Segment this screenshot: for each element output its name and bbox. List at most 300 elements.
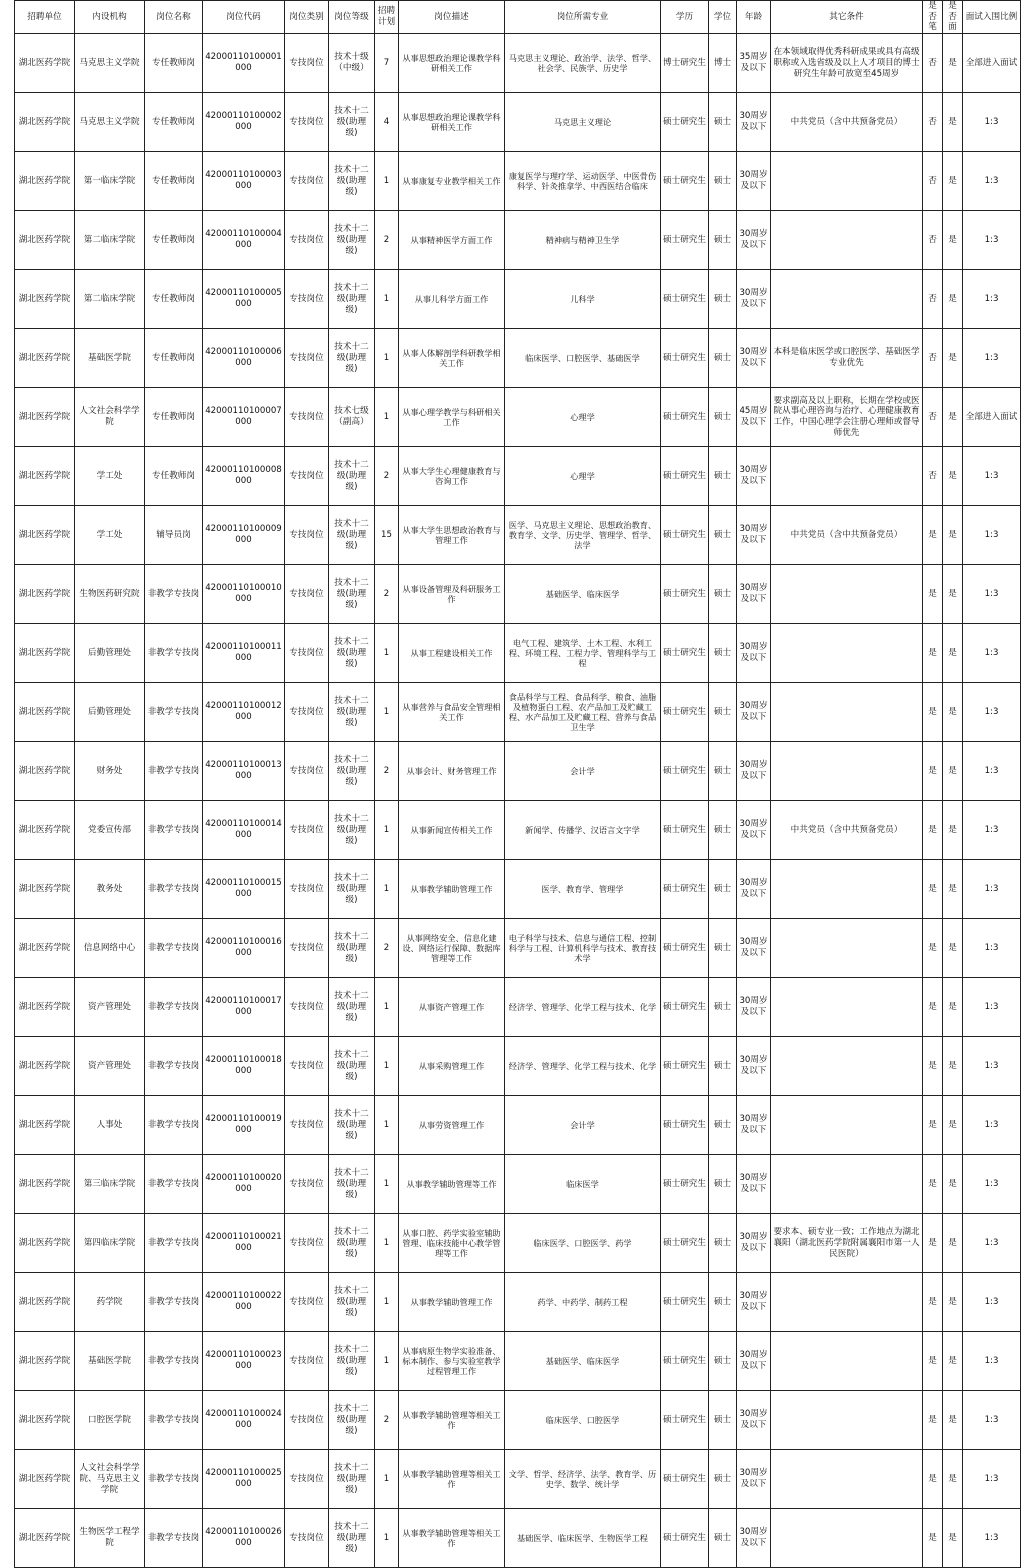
cell-code: 42000110100021000	[203, 1214, 285, 1273]
cell-post: 非教学专技岗	[145, 1450, 203, 1509]
cell-age: 30周岁及以下	[737, 1037, 771, 1096]
cell-unit: 湖北医药学院	[15, 860, 75, 919]
cell-other-conditions: 中共党员（含中共预备党员）	[771, 93, 923, 152]
table-row	[15, 93, 1021, 152]
cell-post: 非教学专技岗	[145, 742, 203, 801]
cell-major: 食品科学与工程、食品科学、粮食、油脂及植物蛋白工程、农产品加工及贮藏工程、水产品加工及贮藏工程、营养与食品卫生学	[505, 683, 661, 742]
cell-other-conditions: 中共党员（含中共预备党员）	[771, 801, 923, 860]
cell-interview: 是	[943, 93, 963, 152]
cell-age: 30周岁及以下	[737, 1096, 771, 1155]
cell-unit: 湖北医药学院	[15, 565, 75, 624]
cell-description: 从事大学生思想政治教育与管理工作	[399, 506, 505, 565]
cell-age: 30周岁及以下	[737, 211, 771, 270]
cell-interview-ratio: 1:3	[963, 565, 1021, 624]
cell-grade: 技术十二级(助理级)	[329, 211, 375, 270]
cell-age: 30周岁及以下	[737, 152, 771, 211]
cell-interview-ratio: 1:3	[963, 683, 1021, 742]
cell-post: 非教学专技岗	[145, 1332, 203, 1391]
header-major: 岗位所需专业	[505, 1, 661, 34]
cell-interview-ratio: 1:3	[963, 1391, 1021, 1450]
cell-major: 基础医学、临床医学、生物医学工程	[505, 1509, 661, 1568]
cell-interview-ratio: 1:3	[963, 1509, 1021, 1568]
cell-code: 42000110100001000	[203, 34, 285, 93]
cell-written-exam: 是	[923, 1273, 943, 1332]
cell-other-conditions: 本科是临床医学或口腔医学、基础医学专业优先	[771, 329, 923, 388]
cell-plan: 1	[375, 270, 399, 329]
table-row	[15, 1332, 1021, 1391]
cell-description: 从事营养与食品安全管理相关工作	[399, 683, 505, 742]
cell-education: 硕士研究生	[661, 211, 709, 270]
cell-other-conditions	[771, 1509, 923, 1568]
cell-interview: 是	[943, 1391, 963, 1450]
cell-major: 临床医学、口腔医学	[505, 1391, 661, 1450]
cell-other-conditions: 要求本、硕专业一致；工作地点为湖北襄阳（湖北医药学院附属襄阳市第一人民医院）	[771, 1214, 923, 1273]
cell-interview: 是	[943, 919, 963, 978]
cell-post: 非教学专技岗	[145, 1273, 203, 1332]
cell-written-exam: 是	[923, 683, 943, 742]
cell-major: 电气工程、建筑学、土木工程、水利工程、环境工程、工程力学、管理科学与工程	[505, 624, 661, 683]
cell-degree: 硕士	[709, 919, 737, 978]
cell-major: 医学、马克思主义理论、思想政治教育、教育学、文学、历史学、管理学、哲学、法学	[505, 506, 661, 565]
cell-dept: 教务处	[75, 860, 145, 919]
cell-dept: 资产管理处	[75, 1037, 145, 1096]
cell-interview: 是	[943, 506, 963, 565]
cell-grade: 技术十二级(助理级)	[329, 93, 375, 152]
cell-interview: 是	[943, 270, 963, 329]
cell-category: 专技岗位	[285, 1450, 329, 1509]
cell-unit: 湖北医药学院	[15, 624, 75, 683]
cell-interview-ratio: 1:3	[963, 1214, 1021, 1273]
cell-dept: 生物医药研究院	[75, 565, 145, 624]
cell-plan: 1	[375, 152, 399, 211]
cell-post: 专任教师岗	[145, 211, 203, 270]
cell-description: 从事儿科学方面工作	[399, 270, 505, 329]
cell-written-exam: 是	[923, 1155, 943, 1214]
cell-grade: 技术十二级(助理级)	[329, 801, 375, 860]
cell-interview-ratio: 1:3	[963, 506, 1021, 565]
cell-dept: 口腔医学院	[75, 1391, 145, 1450]
cell-post: 非教学专技岗	[145, 624, 203, 683]
cell-interview-ratio: 1:3	[963, 211, 1021, 270]
table-row	[15, 742, 1021, 801]
cell-interview: 是	[943, 1450, 963, 1509]
cell-dept: 第三临床学院	[75, 1155, 145, 1214]
cell-degree: 硕士	[709, 1273, 737, 1332]
cell-post: 专任教师岗	[145, 388, 203, 447]
cell-written-exam: 是	[923, 1450, 943, 1509]
cell-grade: 技术十二级(助理级)	[329, 506, 375, 565]
cell-degree: 硕士	[709, 93, 737, 152]
cell-unit: 湖北医药学院	[15, 801, 75, 860]
cell-grade: 技术十二级(助理级)	[329, 683, 375, 742]
cell-plan: 1	[375, 388, 399, 447]
table-row	[15, 1450, 1021, 1509]
cell-interview-ratio: 1:3	[963, 919, 1021, 978]
cell-unit: 湖北医药学院	[15, 1155, 75, 1214]
cell-age: 30周岁及以下	[737, 978, 771, 1037]
cell-post: 非教学专技岗	[145, 1155, 203, 1214]
cell-unit: 湖北医药学院	[15, 1273, 75, 1332]
cell-unit: 湖北医药学院	[15, 1037, 75, 1096]
cell-plan: 2	[375, 742, 399, 801]
cell-degree: 硕士	[709, 1214, 737, 1273]
cell-description: 从事教学辅助管理工作	[399, 860, 505, 919]
cell-post: 非教学专技岗	[145, 860, 203, 919]
cell-age: 30周岁及以下	[737, 860, 771, 919]
cell-written-exam: 否	[923, 152, 943, 211]
table-row	[15, 1391, 1021, 1450]
cell-written-exam: 否	[923, 447, 943, 506]
cell-post: 非教学专技岗	[145, 683, 203, 742]
table-row	[15, 506, 1021, 565]
cell-degree: 硕士	[709, 1509, 737, 1568]
cell-written-exam: 是	[923, 1214, 943, 1273]
cell-interview-ratio: 1:3	[963, 1096, 1021, 1155]
cell-code: 42000110100023000	[203, 1332, 285, 1391]
cell-description: 从事教学辅助管理等相关工作	[399, 1509, 505, 1568]
table-row	[15, 860, 1021, 919]
cell-grade: 技术十二级(助理级)	[329, 860, 375, 919]
cell-code: 42000110100012000	[203, 683, 285, 742]
cell-education: 硕士研究生	[661, 919, 709, 978]
cell-code: 42000110100013000	[203, 742, 285, 801]
cell-code: 42000110100011000	[203, 624, 285, 683]
header-description: 岗位描述	[399, 1, 505, 34]
cell-category: 专技岗位	[285, 329, 329, 388]
cell-unit: 湖北医药学院	[15, 1332, 75, 1391]
cell-other-conditions	[771, 1450, 923, 1509]
cell-description: 从事资产管理工作	[399, 978, 505, 1037]
cell-age: 30周岁及以下	[737, 447, 771, 506]
cell-written-exam: 否	[923, 388, 943, 447]
cell-age: 30周岁及以下	[737, 683, 771, 742]
cell-grade: 技术十二级(助理级)	[329, 1509, 375, 1568]
cell-degree: 硕士	[709, 860, 737, 919]
cell-written-exam: 否	[923, 211, 943, 270]
cell-other-conditions	[771, 860, 923, 919]
cell-degree: 硕士	[709, 1037, 737, 1096]
cell-interview: 是	[943, 1273, 963, 1332]
cell-plan: 1	[375, 1509, 399, 1568]
cell-category: 专技岗位	[285, 624, 329, 683]
cell-grade: 技术七级（副高）	[329, 388, 375, 447]
cell-description: 从事思想政治理论课教学科研相关工作	[399, 34, 505, 93]
cell-interview: 是	[943, 152, 963, 211]
header-other-conditions: 其它条件	[771, 1, 923, 34]
header-grade: 岗位等级	[329, 1, 375, 34]
cell-dept: 人文社会科学学院、马克思主义学院	[75, 1450, 145, 1509]
cell-major: 药学、中药学、制药工程	[505, 1273, 661, 1332]
cell-grade: 技术十二级(助理级)	[329, 1332, 375, 1391]
cell-interview-ratio: 1:3	[963, 801, 1021, 860]
cell-plan: 4	[375, 93, 399, 152]
cell-plan: 2	[375, 919, 399, 978]
cell-interview: 是	[943, 1155, 963, 1214]
cell-grade: 技术十二级(助理级)	[329, 447, 375, 506]
cell-description: 从事教学辅助管理等相关工作	[399, 1391, 505, 1450]
cell-other-conditions	[771, 624, 923, 683]
cell-description: 从事心理学教学与科研相关工作	[399, 388, 505, 447]
cell-other-conditions	[771, 742, 923, 801]
cell-code: 42000110100020000	[203, 1155, 285, 1214]
cell-unit: 湖北医药学院	[15, 1214, 75, 1273]
cell-unit: 湖北医药学院	[15, 683, 75, 742]
table-body	[15, 34, 1021, 1568]
cell-education: 硕士研究生	[661, 978, 709, 1037]
cell-unit: 湖北医药学院	[15, 742, 75, 801]
cell-post: 辅导员岗	[145, 506, 203, 565]
cell-education: 博士研究生	[661, 34, 709, 93]
cell-post: 专任教师岗	[145, 329, 203, 388]
cell-interview-ratio: 全部进入面试	[963, 388, 1021, 447]
cell-interview-ratio: 1:3	[963, 1450, 1021, 1509]
cell-interview: 是	[943, 329, 963, 388]
cell-education: 硕士研究生	[661, 93, 709, 152]
cell-code: 42000110100004000	[203, 211, 285, 270]
header-unit: 招聘单位	[15, 1, 75, 34]
cell-interview-ratio: 1:3	[963, 329, 1021, 388]
table-row	[15, 270, 1021, 329]
cell-interview: 是	[943, 624, 963, 683]
cell-unit: 湖北医药学院	[15, 211, 75, 270]
cell-plan: 1	[375, 1096, 399, 1155]
cell-education: 硕士研究生	[661, 1273, 709, 1332]
cell-grade: 技术十二级(助理级)	[329, 1037, 375, 1096]
cell-other-conditions	[771, 211, 923, 270]
table-row	[15, 1214, 1021, 1273]
cell-written-exam: 否	[923, 329, 943, 388]
cell-degree: 硕士	[709, 329, 737, 388]
cell-category: 专技岗位	[285, 742, 329, 801]
cell-category: 专技岗位	[285, 388, 329, 447]
cell-interview: 是	[943, 1037, 963, 1096]
cell-plan: 1	[375, 1273, 399, 1332]
cell-other-conditions: 在本领域取得优秀科研成果或具有高级职称或入选省级及以上人才项目的博士研究生年龄可放宽至45周岁	[771, 34, 923, 93]
cell-other-conditions	[771, 152, 923, 211]
cell-code: 42000110100003000	[203, 152, 285, 211]
cell-grade: 技术十二级(助理级)	[329, 624, 375, 683]
cell-written-exam: 否	[923, 270, 943, 329]
cell-written-exam: 是	[923, 506, 943, 565]
cell-major: 心理学	[505, 388, 661, 447]
header-age: 年龄	[737, 1, 771, 34]
table-row	[15, 624, 1021, 683]
cell-description: 从事思想政治理论课教学科研相关工作	[399, 93, 505, 152]
cell-description: 从事会计、财务管理工作	[399, 742, 505, 801]
cell-written-exam: 是	[923, 1391, 943, 1450]
cell-category: 专技岗位	[285, 565, 329, 624]
cell-category: 专技岗位	[285, 506, 329, 565]
cell-description: 从事口腔、药学实验室辅助管理、临床技能中心教学管理等工作	[399, 1214, 505, 1273]
cell-grade: 技术十二级(助理级)	[329, 270, 375, 329]
table-row	[15, 565, 1021, 624]
cell-written-exam: 是	[923, 919, 943, 978]
cell-dept: 党委宣传部	[75, 801, 145, 860]
header-interview: 是否面	[943, 1, 963, 34]
cell-education: 硕士研究生	[661, 1214, 709, 1273]
cell-other-conditions	[771, 1037, 923, 1096]
cell-plan: 2	[375, 447, 399, 506]
cell-education: 硕士研究生	[661, 152, 709, 211]
cell-description: 从事大学生心理健康教育与咨询工作	[399, 447, 505, 506]
cell-age: 30周岁及以下	[737, 919, 771, 978]
cell-other-conditions	[771, 978, 923, 1037]
cell-degree: 硕士	[709, 801, 737, 860]
cell-education: 硕士研究生	[661, 683, 709, 742]
cell-written-exam: 是	[923, 1509, 943, 1568]
cell-unit: 湖北医药学院	[15, 1509, 75, 1568]
cell-plan: 1	[375, 1155, 399, 1214]
cell-major: 心理学	[505, 447, 661, 506]
cell-age: 30周岁及以下	[737, 1391, 771, 1450]
cell-written-exam: 是	[923, 1332, 943, 1391]
cell-code: 42000110100024000	[203, 1391, 285, 1450]
cell-interview-ratio: 1:3	[963, 152, 1021, 211]
cell-degree: 硕士	[709, 624, 737, 683]
cell-interview-ratio: 1:3	[963, 1037, 1021, 1096]
cell-category: 专技岗位	[285, 1037, 329, 1096]
cell-dept: 学工处	[75, 506, 145, 565]
cell-education: 硕士研究生	[661, 1037, 709, 1096]
cell-grade: 技术十二级(助理级)	[329, 152, 375, 211]
cell-category: 专技岗位	[285, 1509, 329, 1568]
cell-description: 从事教学辅助管理等相关工作	[399, 1450, 505, 1509]
cell-education: 硕士研究生	[661, 1332, 709, 1391]
cell-category: 专技岗位	[285, 1214, 329, 1273]
cell-interview: 是	[943, 801, 963, 860]
header-written-exam: 是否笔	[923, 1, 943, 34]
cell-grade: 技术十二级(助理级)	[329, 978, 375, 1037]
cell-unit: 湖北医药学院	[15, 270, 75, 329]
cell-dept: 马克思主义学院	[75, 34, 145, 93]
cell-written-exam: 是	[923, 742, 943, 801]
cell-post: 非教学专技岗	[145, 801, 203, 860]
cell-interview: 是	[943, 683, 963, 742]
cell-education: 硕士研究生	[661, 506, 709, 565]
cell-post: 专任教师岗	[145, 447, 203, 506]
cell-grade: 技术十二级(助理级)	[329, 1096, 375, 1155]
cell-grade: 技术十二级(助理级)	[329, 1391, 375, 1450]
header-plan: 招聘计划	[375, 1, 399, 34]
recruitment-table	[14, 0, 1021, 1568]
cell-major: 会计学	[505, 1096, 661, 1155]
cell-dept: 后勤管理处	[75, 683, 145, 742]
cell-description: 从事劳资管理工作	[399, 1096, 505, 1155]
cell-major: 临床医学	[505, 1155, 661, 1214]
table-row	[15, 211, 1021, 270]
cell-unit: 湖北医药学院	[15, 388, 75, 447]
cell-unit: 湖北医药学院	[15, 978, 75, 1037]
cell-code: 42000110100009000	[203, 506, 285, 565]
cell-age: 30周岁及以下	[737, 93, 771, 152]
cell-dept: 生物医学工程学院	[75, 1509, 145, 1568]
cell-education: 硕士研究生	[661, 1509, 709, 1568]
cell-code: 42000110100022000	[203, 1273, 285, 1332]
cell-age: 30周岁及以下	[737, 329, 771, 388]
cell-post: 非教学专技岗	[145, 1509, 203, 1568]
cell-unit: 湖北医药学院	[15, 329, 75, 388]
cell-written-exam: 是	[923, 978, 943, 1037]
cell-degree: 硕士	[709, 1155, 737, 1214]
table-row	[15, 801, 1021, 860]
cell-grade: 技术十二级(助理级)	[329, 742, 375, 801]
cell-major: 儿科学	[505, 270, 661, 329]
cell-category: 专技岗位	[285, 1332, 329, 1391]
cell-category: 专技岗位	[285, 34, 329, 93]
cell-education: 硕士研究生	[661, 742, 709, 801]
cell-dept: 马克思主义学院	[75, 93, 145, 152]
cell-category: 专技岗位	[285, 1273, 329, 1332]
cell-age: 30周岁及以下	[737, 801, 771, 860]
cell-grade: 技术十二级(助理级)	[329, 1155, 375, 1214]
cell-major: 马克思主义理论	[505, 93, 661, 152]
cell-dept: 第四临床学院	[75, 1214, 145, 1273]
cell-degree: 硕士	[709, 1450, 737, 1509]
cell-code: 42000110100010000	[203, 565, 285, 624]
cell-education: 硕士研究生	[661, 624, 709, 683]
cell-category: 专技岗位	[285, 1155, 329, 1214]
cell-age: 30周岁及以下	[737, 1332, 771, 1391]
cell-dept: 财务处	[75, 742, 145, 801]
header-dept: 内设机构	[75, 1, 145, 34]
cell-plan: 1	[375, 1214, 399, 1273]
cell-interview-ratio: 1:3	[963, 624, 1021, 683]
cell-written-exam: 否	[923, 93, 943, 152]
cell-interview: 是	[943, 978, 963, 1037]
cell-major: 会计学	[505, 742, 661, 801]
cell-grade: 技术十二级(助理级)	[329, 565, 375, 624]
cell-degree: 硕士	[709, 270, 737, 329]
cell-written-exam: 是	[923, 801, 943, 860]
cell-dept: 信息网络中心	[75, 919, 145, 978]
table-row	[15, 919, 1021, 978]
cell-age: 30周岁及以下	[737, 565, 771, 624]
cell-unit: 湖北医药学院	[15, 1391, 75, 1450]
table-row	[15, 388, 1021, 447]
cell-code: 42000110100015000	[203, 860, 285, 919]
cell-age: 35周岁及以下	[737, 34, 771, 93]
cell-degree: 硕士	[709, 1391, 737, 1450]
table-row	[15, 34, 1021, 93]
cell-education: 硕士研究生	[661, 1155, 709, 1214]
cell-category: 专技岗位	[285, 919, 329, 978]
table-row	[15, 1509, 1021, 1568]
header-interview-ratio: 面试入围比例	[963, 1, 1021, 34]
cell-grade: 技术十二级(助理级)	[329, 329, 375, 388]
cell-unit: 湖北医药学院	[15, 447, 75, 506]
cell-major: 临床医学、口腔医学、基础医学	[505, 329, 661, 388]
cell-plan: 1	[375, 1332, 399, 1391]
cell-code: 42000110100019000	[203, 1096, 285, 1155]
cell-unit: 湖北医药学院	[15, 919, 75, 978]
cell-other-conditions	[771, 1332, 923, 1391]
cell-written-exam: 否	[923, 34, 943, 93]
cell-post: 非教学专技岗	[145, 978, 203, 1037]
cell-age: 45周岁及以下	[737, 388, 771, 447]
table-row	[15, 1155, 1021, 1214]
cell-grade: 技术十二级(助理级)	[329, 919, 375, 978]
cell-interview-ratio: 全部进入面试	[963, 34, 1021, 93]
cell-unit: 湖北医药学院	[15, 34, 75, 93]
cell-education: 硕士研究生	[661, 1096, 709, 1155]
cell-code: 42000110100025000	[203, 1450, 285, 1509]
cell-interview-ratio: 1:3	[963, 978, 1021, 1037]
cell-degree: 硕士	[709, 1332, 737, 1391]
cell-code: 42000110100007000	[203, 388, 285, 447]
cell-plan: 1	[375, 683, 399, 742]
cell-interview-ratio: 1:3	[963, 270, 1021, 329]
header-education: 学历	[661, 1, 709, 34]
